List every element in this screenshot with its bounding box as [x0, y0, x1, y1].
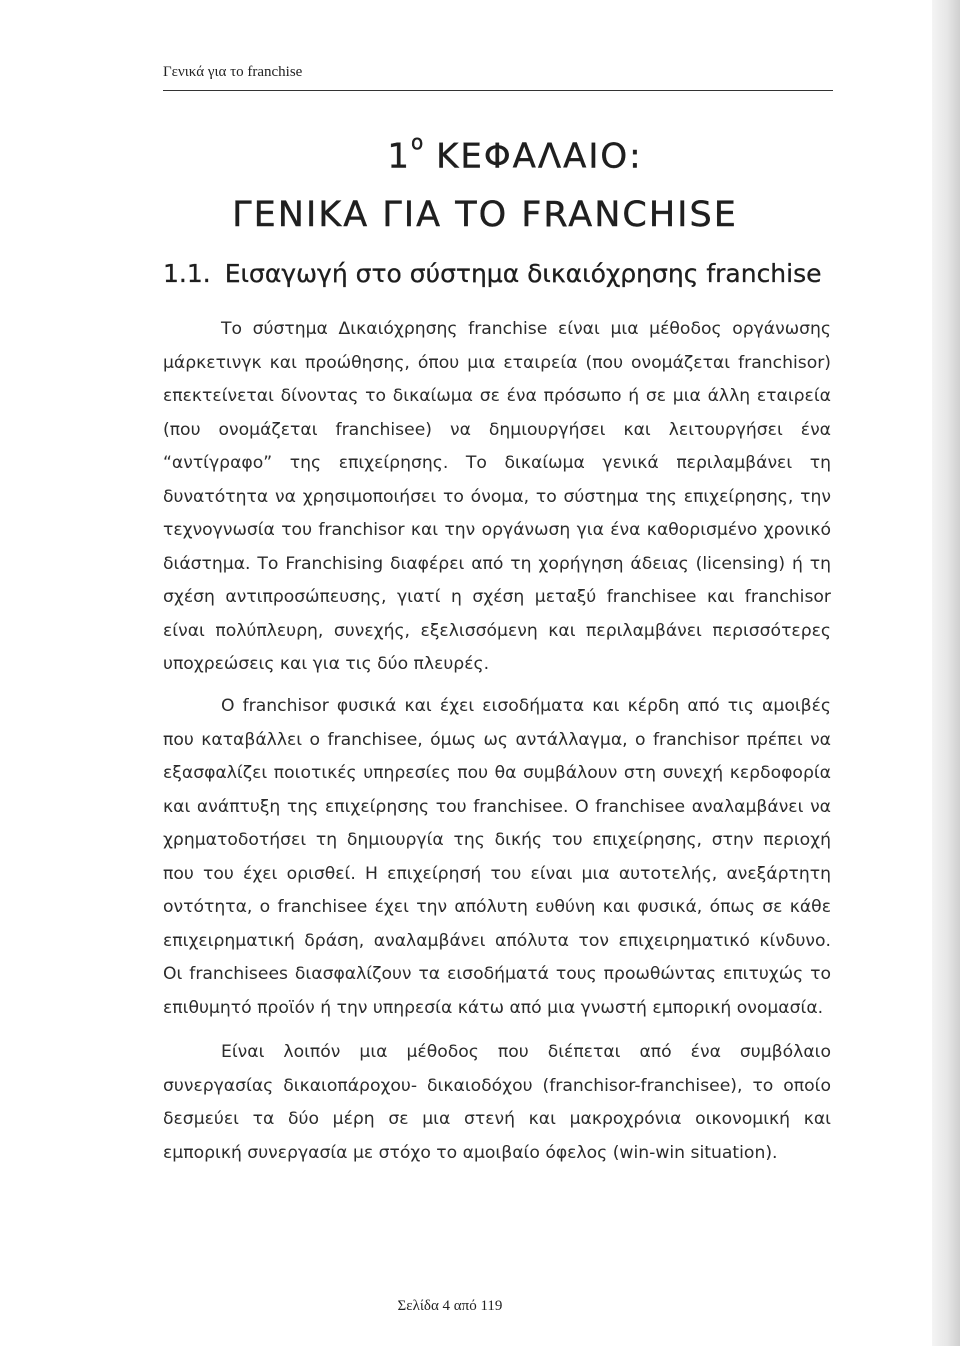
- page-edge-shadow: [932, 0, 960, 1346]
- chapter-superscript: ο: [411, 130, 424, 154]
- paragraph-text: Ο franchisor φυσικά και έχει εισοδήματα και κέρδη από τις αμοιβές που καταβάλλει ο franchisee, όμως ως αντάλλαγμα, ο franchisor πρέπει να εξασφαλίζει ποιοτικές υπηρεσίες που θα συμβάλουν στη συνεχή κερδοφορία και ανάπτυξη της επιχείρησης του franchisee. Ο franchisee αναλαμβάνει να χρηματοδοτήσει τη δημιουργία της δικής του επιχείρησης, στην περιοχή που του έχει ορισθεί. Η επιχείρησή του είναι μια αυτοτελής, ανεξάρτητη οντότητα, ο franchisee έχει την απόλυτη ευθύνη και φυσικά, όπως σε κάθε επιχειρηματική δράση, αναλαμβάνει απόλυτα τον επιχειρηματικό κίνδυνο. Οι franchisees διασφαλίζουν τα εισοδήματά τους προωθώντας επιτυχώς το επιθυμητό προϊόν ή την υπηρεσία κάτω από μια γνωστή εμπορική ονομασία.: [163, 696, 831, 1018]
- section-title: Εισαγωγή στο σύστημα δικαιόχρησης franchise: [224, 259, 822, 288]
- body-paragraph: [163, 1036, 831, 1170]
- body-paragraph: [163, 313, 831, 682]
- chapter-label: ΚΕΦΑΛΑΙΟ:: [436, 136, 643, 177]
- chapter-number: 1: [387, 136, 411, 177]
- section-heading: [163, 259, 822, 288]
- body-paragraph: [163, 690, 831, 1025]
- chapter-heading: [180, 130, 850, 177]
- running-header: Γενικά για το franchise: [163, 64, 303, 80]
- chapter-title: ΓΕΝΙΚΑ ΓΙΑ ΤΟ FRANCHISE: [232, 195, 738, 235]
- paragraph-text: Είναι λοιπόν μια μέθοδος που διέπεται από ένα συμβόλαιο συνεργασίας δικαιοπάροχου- δικαιοδόχου (franchisor-franchisee), το οποίο δεσμεύει τα δύο μέρη σε μια στενή και μακροχρόνια οικονομική και εμπορική συνεργασία με στόχο το αμοιβαίο όφελος (win-win situation).: [163, 1042, 831, 1163]
- header-rule: [163, 90, 833, 91]
- page-footer: Σελίδα 4 από 119: [397, 1298, 503, 1314]
- paragraph-text: Το σύστημα Δικαιόχρησης franchise είναι μια μέθοδος οργάνωσης μάρκετινγκ και προώθησης, όπου μια εταιρεία (που ονομάζεται franchisor) επεκτείνεται δίνοντας το δικαίωμα σε ένα πρόσωπο ή σε μια άλλη εταιρεία (που ονομάζεται franchisee) να δημιουργήσει και λειτουργήσει ένα “αντίγραφο” της επιχείρησης. Το δικαίωμα γενικά περιλαμβάνει τη δυνατότητα να χρησιμοποιήσει το όνομα, το σύστημα της επιχείρησης, την τεχνογνωσία του franchisor και την οργάνωση για ένα καθορισμένο χρονικό διάστημα. Το Franchising διαφέρει από τη χορήγηση άδειας (licensing) ή τη σχέση αντιπροσώπευσης, γιατί η σχέση μεταξύ franchisee και franchisor είναι πολύπλευρη, συνεχής, εξελισσόμενη και περιλαμβάνει περισσότερες υποχρεώσεις και για τις δύο πλευρές.: [163, 319, 831, 674]
- section-number: 1.1.: [163, 259, 211, 288]
